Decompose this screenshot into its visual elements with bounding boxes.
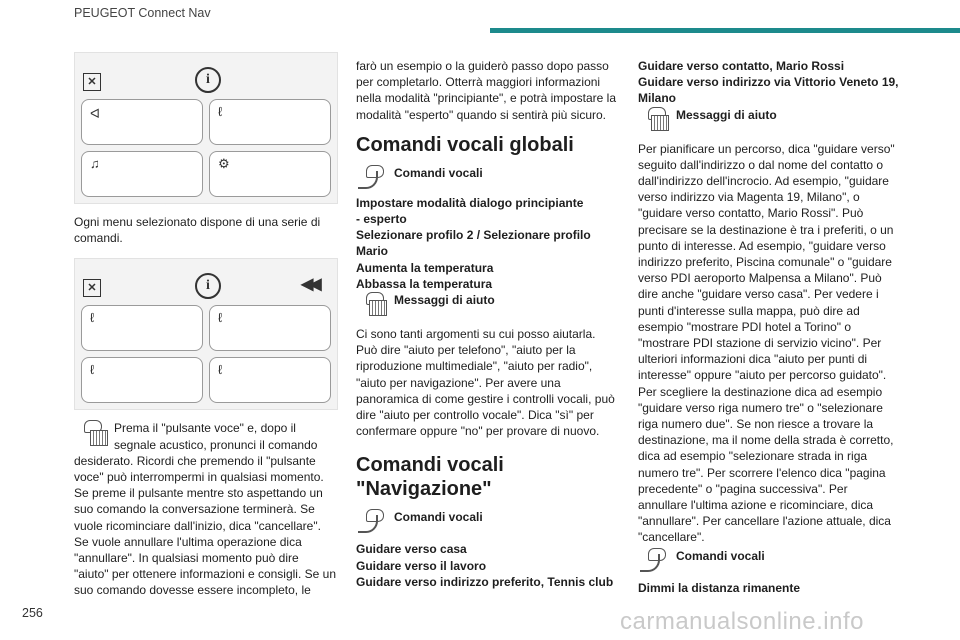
nav-command-item: Guidare verso il lavoro	[356, 558, 487, 573]
column-2	[356, 58, 618, 590]
menu-tile-edit-2	[81, 305, 203, 351]
global-command-item: - esperto	[356, 212, 407, 227]
menu-caption: Ogni menu selezionato dispone di una serie di comandi.	[74, 215, 321, 246]
menu-tile-edit-4	[81, 357, 203, 403]
voice-command-icon	[356, 509, 386, 535]
settings-gear-icon: ⚙	[218, 156, 230, 171]
heading-global-voice-commands: Comandi vocali globali	[356, 133, 574, 156]
voice-commands-label: Comandi vocali	[394, 165, 483, 180]
nav-command-item: Guidare verso indirizzo via Vittorio Veneto 19, Milano	[638, 75, 899, 106]
help-messages-icon	[638, 107, 668, 139]
menu-tile-navigation	[81, 99, 203, 145]
pencil-icon: ℓ	[218, 362, 223, 378]
help-messages-label: Messaggi di aiuto	[394, 293, 495, 308]
nav-command-list	[356, 541, 618, 590]
music-note-icon: ♫	[90, 156, 100, 171]
menu-screen-illustration-1	[74, 52, 338, 204]
voice-commands-label-row	[356, 165, 618, 191]
global-help-text: Ci sono tanti argomenti su cui posso aiutarla. Può dire "aiuto per telefono", "aiuto per la riproduzione multimediale", "aiuto per radio", "aiuto per navigazione". Per avere una panoramica di come gestire i controlli vocali, può dire "aiuto per controllo vocale". Dica "sì" per confermare oppure "no" per provare di nuovo.	[356, 327, 615, 439]
header-accent-bar	[490, 28, 960, 33]
help-messages-icon	[356, 292, 386, 324]
voice-commands-label: Comandi vocali	[394, 510, 483, 525]
voice-instruction-text: Prema il "pulsante voce" e, dopo il segnale acustico, pronunci il comando desiderato. Ricordi che premendo il "pulsante voce" può interrompermi in qualsiasi momento. Se preme il pulsante mentre sto aspettando un suo comando la conversazione terminerà. Se vuole ricominciare dall'inizio, dica "cancellare". Se vuole annullare l'ultima operazione dica "annullare". In qualsiasi momento può dire "aiuto" per ottenere informazioni e consigli. Se un suo comando dovesse essere incompleto, le	[74, 421, 337, 598]
menu-screen-illustration-2	[74, 258, 338, 410]
nav-command-list-continued	[638, 58, 900, 107]
menu-tile-edit-1	[209, 99, 331, 145]
close-box-icon: ✕	[83, 279, 101, 297]
nav-voice-commands-label-row	[356, 509, 618, 535]
menu-tile-settings	[209, 151, 331, 197]
help-messages-label: Messaggi di aiuto	[676, 107, 777, 122]
navigation-arrow-icon: ᐊ	[90, 106, 100, 121]
close-box-icon: ✕	[83, 73, 101, 91]
info-icon: i	[195, 67, 221, 93]
global-command-item: Aumenta la temperatura	[356, 260, 494, 275]
rewind-icon: ◀◀	[301, 276, 318, 294]
nav-help-label-row	[638, 107, 900, 139]
voice-instruction	[74, 420, 336, 598]
menu-tile-edit-5	[209, 357, 331, 403]
menu-tile-edit-3	[209, 305, 331, 351]
voice-command-icon	[356, 165, 386, 191]
pencil-icon: ℓ	[90, 310, 95, 326]
page-number: 256	[22, 606, 43, 620]
nav-command-item: Guidare verso casa	[356, 542, 467, 557]
voice-command-icon	[638, 548, 668, 574]
column-3	[638, 58, 900, 596]
info-icon: i	[195, 273, 221, 299]
column-1	[74, 52, 336, 599]
nav-command-item: Guidare verso indirizzo preferito, Tennis club	[356, 574, 614, 589]
distance-voice-commands-label-row	[638, 548, 900, 574]
distance-command: Dimmi la distanza rimanente	[638, 580, 801, 595]
help-messages-icon	[74, 420, 110, 450]
running-header: PEUGEOT Connect Nav	[74, 6, 211, 20]
voice-commands-label: Comandi vocali	[676, 548, 765, 563]
global-command-item: Abbassa la temperatura	[356, 276, 493, 291]
watermark: carmanualsonline.info	[620, 608, 864, 635]
global-command-item: Selezionare profilo 2 / Selezionare profilo Mario	[356, 228, 591, 259]
heading-navigation-voice-commands: Comandi vocali "Navigazione"	[356, 454, 504, 501]
menu-tile-music	[81, 151, 203, 197]
global-command-list	[356, 195, 618, 292]
pencil-icon: ℓ	[218, 104, 223, 119]
nav-command-item: Guidare verso contatto, Mario Rossi	[638, 59, 845, 73]
pencil-icon: ℓ	[90, 362, 95, 378]
navigation-help-text: Per pianificare un percorso, dica "guidare verso" seguito dall'indirizzo o dal nome del contatto o dall'indirizzo dell'incrocio. Ad esempio, "guidare verso indirizzo via Magenta 19, Milano", o "guidare verso contatto, Mario Rossi". Può precisare se la destinazione è tra i preferiti, o un punto di interesse. Ad esempio, "guidare verso indirizzo preferito, Piscina comunale" o "guidare verso PDI aeroporto Malpensa a Milano". Può dire anche "guidare verso casa". Per vedere i punti d'interesse sulla mappa, può dire ad esempio "mostrare PDI hotel a Torino" o "mostrare PDI stazione di servizio vicino". Per ulteriori informazioni dica "aiuto per punti di interesse" oppure "aiuto per percorso guidato". Per scegliere la destinazione dica ad esempio "guidare verso riga numero tre" o "selezionare riga numero due". Se non riesce a trovare la destinazione, ma il nome della strada è corretto, dica ad esempio "selezionare strada in riga numero tre". Per scorrere l'elenco dica "pagina precedente" o "pagina successiva". Per annullare l'ultima azione e ricominciare, dica "annullare". Per cancellare l'azione attuale, dica "cancellare".	[638, 141, 895, 545]
global-command-item: Impostare modalità dialogo principiante	[356, 195, 584, 210]
pencil-icon: ℓ	[218, 310, 223, 326]
intro-continued: farò un esempio o la guiderò passo dopo passo per completarlo. Otterrà maggiori informazioni nella modalità "principiante", e potrà impostare la modalità "esperto" quando si sentirà più sicuro.	[356, 59, 616, 122]
help-label-row	[356, 292, 618, 324]
